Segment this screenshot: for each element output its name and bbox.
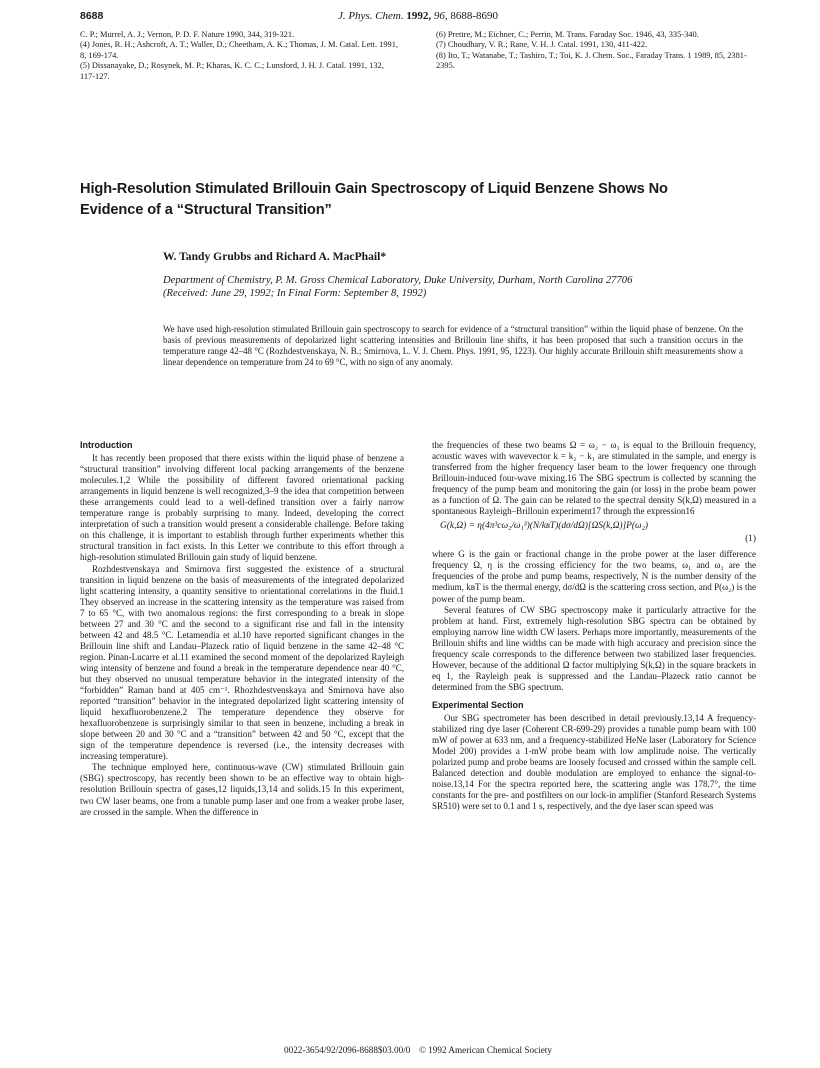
body-paragraph: It has recently been proposed that there exists within the liquid phase of benzene a “structural transition” involving different local packing arrangements of the benzene molecules.1,2 While the possibility of different favored orientational packing arrangements in liquid benzene is well recognized,3–9 the idea that competition between these arrangements could lead to a well-defined transition over a fairly narrow temperature range is probably surprising to many. Indeed, developing the correct interpretation of such a transition would present a considerable challenge. Before taking on this challenge, it is important to establish through further experiments whether this structural transition in fact exists. In this Letter we contribute to this effort through a high-resolution stimulated Brillouin gain study of liquid benzene. xyxy=(80,453,404,563)
section-gap xyxy=(432,693,756,700)
reference-item: (5) Dissanayake, D.; Rosynek, M. P.; Kharas, K. C. C.; Lunsford, J. H. J. Catal. 1991, 132, 117-127. xyxy=(80,61,384,81)
reference-item: C. P.; Murrel, A. J.; Vernon, P. D. F. Nature 1990, 344, 319-321. xyxy=(80,30,295,39)
journal-year: 1992, xyxy=(406,10,432,22)
reference-item: (6) Prettre, M.; Eichner, C.; Perrin, M. Trans. Faraday Soc. 1946, 43, 335-340. xyxy=(436,30,699,39)
body-paragraph: Several features of CW SBG spectroscopy make it particularly attractive for the problem at hand. First, extremely high-resolution SBG spectra can be obtained by employing narrow line width CW lasers. Perhaps more importantly, measurements of the Brillouin shifts and line widths can be made with high accuracy and precision since the frequency scale corresponds to the difference between two stabilized laser frequencies. However, because of the additional Ω factor multiplying S(k,Ω) in the square brackets in eq 1, the Rayleigh peak is suppressed and the Landau–Plazeck ratio cannot be determined from the SBG spectrum. xyxy=(432,604,756,692)
abstract: We have used high-resolution stimulated Brillouin gain spectroscopy to search for evidence of a “structural transition” within the liquid phase of benzene. On the basis of previous measurements of depolarized light scattering intensities and Brillouin line shifts, it has been proposed that such a transition occurs in the temperature range 42–48 °C (Rozhdestvenskaya, N. B.; Smirnova, L. V. J. Chem. Phys. 1991, 95, 1223). Our highly accurate Brillouin shift measurements show a linear dependence on temperature from 24 to 69 °C, with no sign of any anomaly. xyxy=(163,324,743,368)
reference-item: (8) Ito, T.; Watanabe, T.; Tashiro, T.; Toi, K. J. Chem. Soc., Faraday Trans. 1 1989, 85, 2381-2395. xyxy=(436,50,747,71)
body-paragraph: Our SBG spectrometer has been described in detail previously.13,14 A frequency-stabilized ring dye laser (Coherent CR-699-29) provides a tunable pump beam with 100 mW of power at 633 nm, and a frequency-stabilized HeNe laser (Laboratory for Science Model 200) provides a 1-mW probe beam with low amplitude noise. The vertically polarized pump and probe beams are loosely focused and crossed within the sample cell. Balanced detection and double modulation are employed to enhance the signal-to-noise.13,14 For the spectra reported here, the scattering angle was 178.7°, the time constants for the pre- and postfilters on our lock-in amplifier (Stanford Research Systems SR510) were set to 0.1 and 1 s, respectively, and the dye laser scan speed was xyxy=(432,712,756,812)
article-code: 0022-3654/92/2096-8688$03.00/0 xyxy=(284,1045,411,1055)
page-number: 8688 xyxy=(80,10,104,22)
references-left-column xyxy=(80,30,400,82)
equation-number: (1) xyxy=(745,534,756,545)
reference-item: (4) Jones, R. H.; Ashcroft, A. T.; Waller, D.; Cheetham, A. K.; Thomas, J. M. Catal. Lett. 1991, 8, 169-174. xyxy=(80,40,398,60)
body-paragraph: the frequencies of these two beams Ω = ω₂ − ω₁ is equal to the Brillouin frequency, acoustic waves with wavevector k = k₂ − k₁ are stimulated in the sample, and energy is transferred from the higher frequency laser beam to the lower frequency one through Brillouin-induced four-wave mixing.16 The SBG spectrum is collected by scanning the frequency of the pump beam and monitoring the gain (or loss) in the probe beam power as a function of Ω. The gain can be related to the spectral density S(k,Ω) measured in a spontaneous Rayleigh–Brillouin experiment17 through the expression16 xyxy=(432,440,756,517)
body-paragraph: The technique employed here, continuous-wave (CW) stimulated Brillouin gain (SBG) spectroscopy, has recently been shown to be an effective way to obtain high-resolution Brillouin spectra of gases,12 liquids,13,14 and solids.15 In this experiment, two CW laser beams, one from a tunable pump laser and one from a weaker probe laser, are crossed in the sample. When the difference in xyxy=(80,762,404,817)
references-right-column xyxy=(436,30,756,72)
running-header xyxy=(80,10,756,26)
affiliation-text: Department of Chemistry, P. M. Gross Chemical Laboratory, Duke University, Durham, North Carolina 27706 xyxy=(163,275,633,286)
journal-pages: 8688-8690 xyxy=(450,10,499,22)
journal-name: J. Phys. Chem. xyxy=(337,10,404,22)
copyright-notice: © 1992 American Chemical Society xyxy=(418,1045,552,1055)
body-paragraph: Rozhdestvenskaya and Smirnova first suggested the existence of a structural transition in liquid benzene on the basis of measurements of the integrated depolarized light scattering intensity, a quantity sensitive to orientational correlations in the fluid.1 They observed an increase in the scattering intensity as the temperature was raised from 7 to 65 °C, with two anomalous regions: the first corresponding to a break in slope between 27 and 30 °C and the second to a significant rise and fall in the intensity between 42 and 48.5 °C. Letamendia et al.10 have reported significant changes in the Brillouin line shift and Landau–Plazeck ratio of liquid benzene in the same 42–48 °C region. Pinan-Lucarre et al.11 examined the second moment of the depolarized Rayleigh wing intensity of benzene and found a break in the temperature dependence near 40 °C, but they observed no unusual temperature behavior in the integrated intensity of the “forbidden” Raman band at 405 cm⁻¹. Rhozhdestvenskaya and Smirnova have also reported “transition” behavior in the integrated depolarized light scattering intensity of liquid hexafluorobenzene.2 The temperature dependence they observe for hexafluorobenzene is surprisingly similar to that seen in benzene, including a break in slope between 20 and 30 °C and a “transition” between 42 and 50 °C, except that the sign of the temperature dependence is reversed (i.e., the intensity decreases with increasing temperature). xyxy=(80,563,404,762)
author-affiliation xyxy=(163,274,763,300)
page-footer xyxy=(80,1045,756,1055)
article-title: High-Resolution Stimulated Brillouin Gain Spectroscopy of Liquid Benzene Shows No Evidence of a “Structural Transition” xyxy=(80,181,668,218)
reference-item: (7) Choudhary, V. R.; Rane, V. H. J. Catal. 1991, 130, 411-422. xyxy=(436,40,648,50)
journal-volume: 96, xyxy=(433,10,448,22)
section-heading-experimental: Experimental Section xyxy=(432,699,524,710)
article-authors: W. Tandy Grubbs and Richard A. MacPhail* xyxy=(163,250,387,263)
journal-citation xyxy=(80,10,756,22)
body-right-column xyxy=(432,440,756,812)
equation-expression: G(k,Ω) = η(4π³cω₂/ω₁³)(N/kʙT)(dσ/dΩ)[ΩS(k,Ω)]P(ω₂) xyxy=(440,521,649,532)
section-heading-introduction: Introduction xyxy=(80,440,133,450)
body-paragraph: where G is the gain or fractional change in the probe power at the laser difference frequency Ω, η is the crossing efficiency for the two beams, ω₁ and ω₂ are the frequencies of the probe and pump beams, respectively, N is the number density of the medium, kʙT is the thermal energy, dσ/dΩ is the scattering cross section, and P(ω₂) is the power of the pump beam. xyxy=(432,549,756,604)
body-left-column xyxy=(80,440,404,818)
received-dates: (Received: June 29, 1992; In Final Form: September 8, 1992) xyxy=(163,288,427,299)
equation-block xyxy=(432,521,756,547)
